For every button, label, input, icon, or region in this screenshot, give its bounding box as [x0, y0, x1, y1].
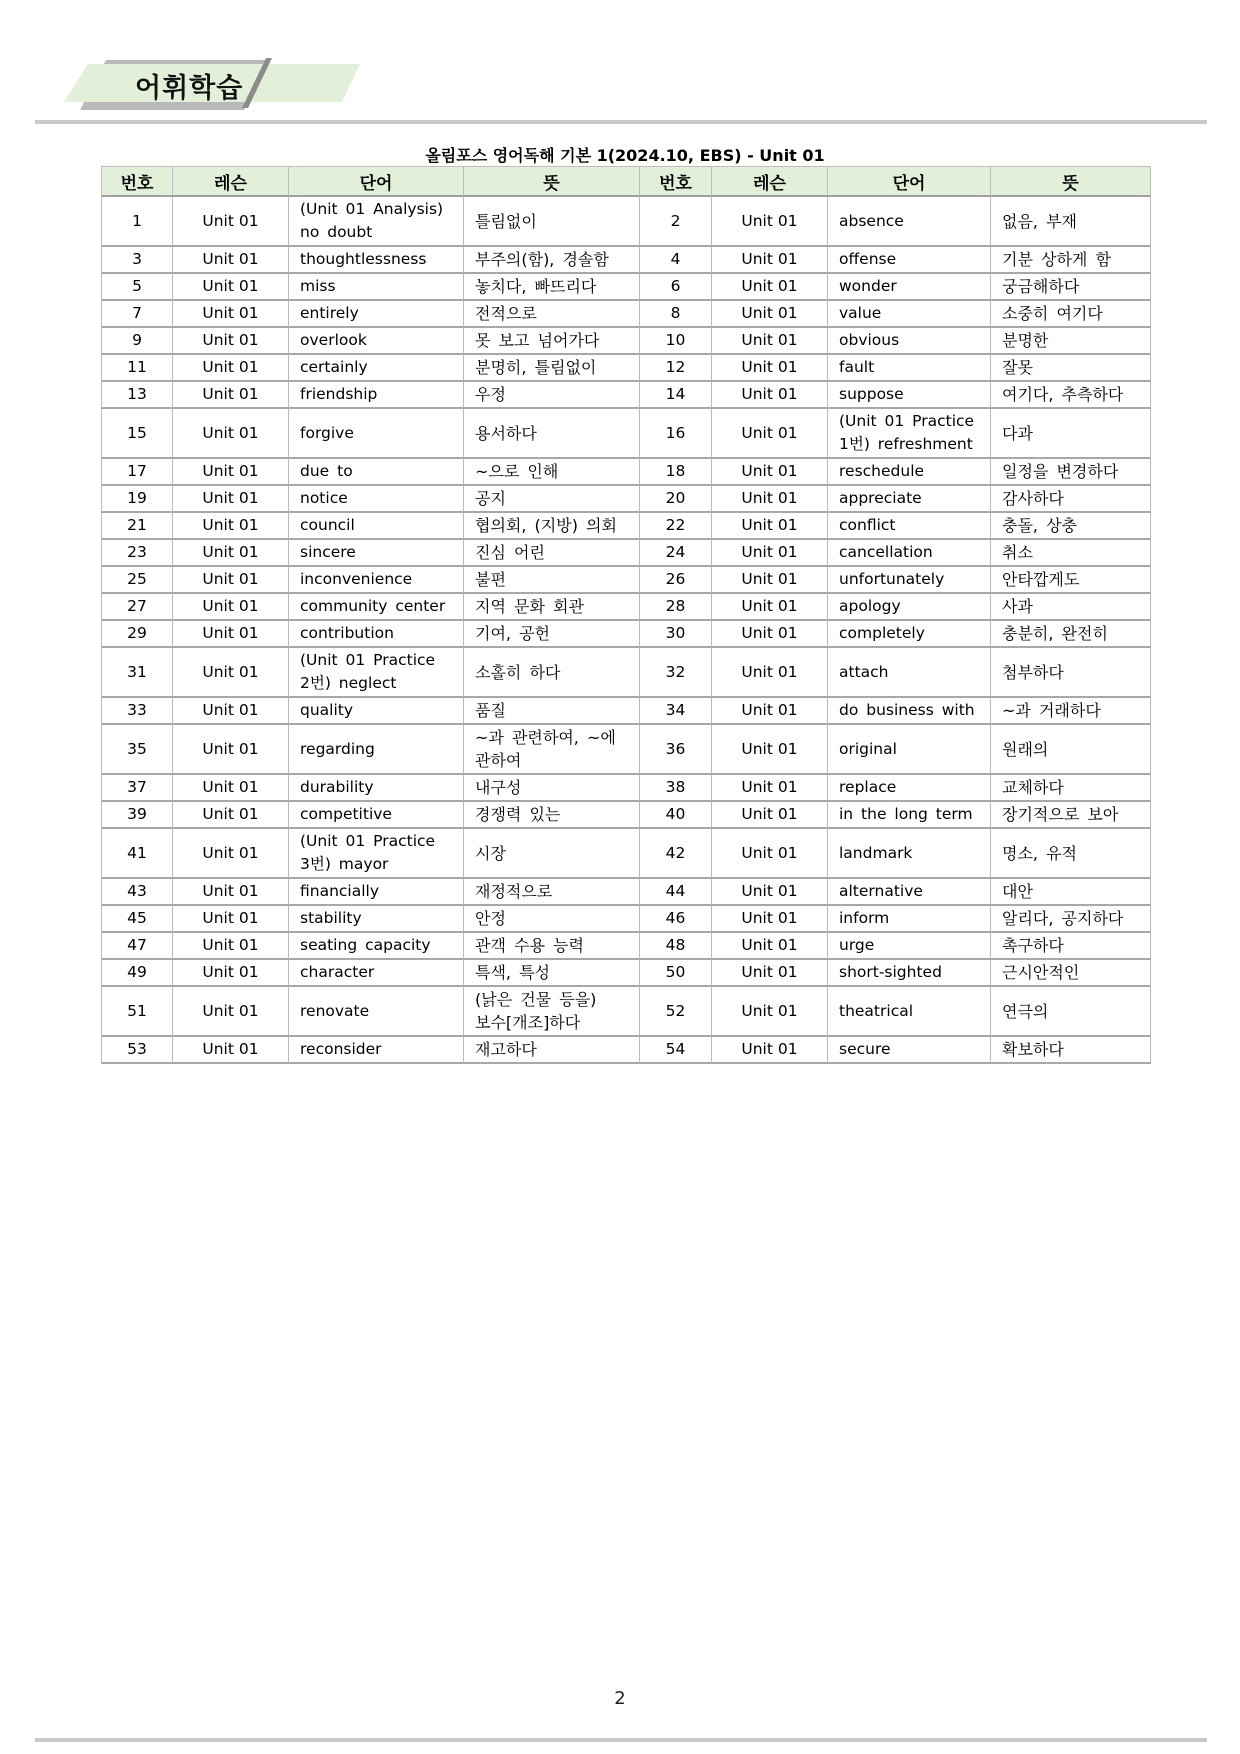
- entry-lesson: Unit 01: [173, 301, 289, 328]
- entry-lesson: Unit 01: [712, 960, 828, 987]
- column-header-meaning: 뜻: [991, 166, 1151, 197]
- entry-word: durability: [289, 775, 464, 802]
- table-row: [101, 960, 1151, 987]
- entry-lesson: Unit 01: [712, 382, 828, 409]
- entry-lesson: Unit 01: [712, 1037, 828, 1064]
- entry-number: 16: [640, 409, 712, 459]
- entry-meaning: ~과 거래하다: [991, 698, 1151, 725]
- entry-number: 26: [640, 567, 712, 594]
- entry-number: 2: [640, 197, 712, 247]
- entry-meaning: 전적으로: [464, 301, 640, 328]
- entry-meaning: 장기적으로 보아: [991, 802, 1151, 829]
- entry-word: suppose: [828, 382, 991, 409]
- entry-word: (Unit 01 Practice 1번) refreshment: [828, 409, 991, 459]
- entry-word: due to: [289, 459, 464, 486]
- entry-number: 40: [640, 802, 712, 829]
- column-header-lesson: 레슨: [712, 166, 828, 197]
- entry-word: fault: [828, 355, 991, 382]
- entry-word: landmark: [828, 829, 991, 879]
- entry-meaning: ~으로 인해: [464, 459, 640, 486]
- entry-meaning: 충분히, 완전히: [991, 621, 1151, 648]
- entry-number: 42: [640, 829, 712, 879]
- entry-word: quality: [289, 698, 464, 725]
- entry-word: alternative: [828, 879, 991, 906]
- entry-lesson: Unit 01: [712, 274, 828, 301]
- entry-word: inform: [828, 906, 991, 933]
- table-row: [101, 382, 1151, 409]
- entry-word: contribution: [289, 621, 464, 648]
- entry-number: 48: [640, 933, 712, 960]
- entry-number: 43: [101, 879, 173, 906]
- entry-number: 54: [640, 1037, 712, 1064]
- entry-lesson: Unit 01: [712, 987, 828, 1037]
- entry-meaning: 재정적으로: [464, 879, 640, 906]
- entry-meaning: 분명히, 틀림없이: [464, 355, 640, 382]
- entry-lesson: Unit 01: [173, 567, 289, 594]
- entry-meaning: 원래의: [991, 725, 1151, 775]
- entry-lesson: Unit 01: [173, 197, 289, 247]
- vocabulary-table: [101, 166, 1151, 1064]
- entry-word: secure: [828, 1037, 991, 1064]
- entry-number: 34: [640, 698, 712, 725]
- entry-meaning: 확보하다: [991, 1037, 1151, 1064]
- entry-meaning: 경쟁력 있는: [464, 802, 640, 829]
- entry-lesson: Unit 01: [712, 879, 828, 906]
- entry-number: 35: [101, 725, 173, 775]
- entry-number: 17: [101, 459, 173, 486]
- entry-word: obvious: [828, 328, 991, 355]
- entry-number: 3: [101, 247, 173, 274]
- entry-word: (Unit 01 Practice 3번) mayor: [289, 829, 464, 879]
- entry-lesson: Unit 01: [712, 648, 828, 698]
- entry-lesson: Unit 01: [712, 247, 828, 274]
- entry-meaning: 못 보고 넘어가다: [464, 328, 640, 355]
- entry-word: offense: [828, 247, 991, 274]
- entry-lesson: Unit 01: [173, 960, 289, 987]
- entry-number: 52: [640, 987, 712, 1037]
- entry-word: thoughtlessness: [289, 247, 464, 274]
- entry-number: 49: [101, 960, 173, 987]
- entry-word: attach: [828, 648, 991, 698]
- entry-number: 33: [101, 698, 173, 725]
- entry-word: absence: [828, 197, 991, 247]
- entry-lesson: Unit 01: [712, 486, 828, 513]
- entry-meaning: 틀림없이: [464, 197, 640, 247]
- entry-lesson: Unit 01: [173, 802, 289, 829]
- entry-number: 18: [640, 459, 712, 486]
- table-row: [101, 274, 1151, 301]
- entry-lesson: Unit 01: [712, 906, 828, 933]
- entry-lesson: Unit 01: [712, 328, 828, 355]
- entry-meaning: 특색, 특성: [464, 960, 640, 987]
- entry-number: 53: [101, 1037, 173, 1064]
- entry-meaning: 충돌, 상충: [991, 513, 1151, 540]
- entry-meaning: 연극의: [991, 987, 1151, 1037]
- entry-number: 1: [101, 197, 173, 247]
- entry-lesson: Unit 01: [712, 829, 828, 879]
- entry-word: seating capacity: [289, 933, 464, 960]
- entry-word: urge: [828, 933, 991, 960]
- table-row: [101, 725, 1151, 775]
- column-header-word: 단어: [289, 166, 464, 197]
- entry-lesson: Unit 01: [173, 513, 289, 540]
- entry-meaning: 사과: [991, 594, 1151, 621]
- entry-word: apology: [828, 594, 991, 621]
- table-body: [101, 197, 1151, 1064]
- entry-lesson: Unit 01: [712, 594, 828, 621]
- entry-lesson: Unit 01: [173, 247, 289, 274]
- entry-lesson: Unit 01: [173, 382, 289, 409]
- page-number: 2: [614, 1688, 626, 1709]
- entry-meaning: 명소, 유적: [991, 829, 1151, 879]
- entry-lesson: Unit 01: [173, 775, 289, 802]
- entry-lesson: Unit 01: [712, 725, 828, 775]
- entry-number: 20: [640, 486, 712, 513]
- entry-lesson: Unit 01: [712, 540, 828, 567]
- entry-lesson: Unit 01: [712, 197, 828, 247]
- entry-number: 22: [640, 513, 712, 540]
- table-row: [101, 879, 1151, 906]
- entry-meaning: 교체하다: [991, 775, 1151, 802]
- entry-number: 31: [101, 648, 173, 698]
- entry-meaning: 시장: [464, 829, 640, 879]
- table-row: [101, 409, 1151, 459]
- entry-meaning: 소중히 여기다: [991, 301, 1151, 328]
- entry-number: 12: [640, 355, 712, 382]
- entry-number: 11: [101, 355, 173, 382]
- entry-meaning: 재고하다: [464, 1037, 640, 1064]
- entry-word: character: [289, 960, 464, 987]
- entry-meaning: 첨부하다: [991, 648, 1151, 698]
- entry-lesson: Unit 01: [173, 829, 289, 879]
- entry-word: community center: [289, 594, 464, 621]
- section-banner: [60, 58, 360, 116]
- entry-lesson: Unit 01: [173, 1037, 289, 1064]
- entry-lesson: Unit 01: [712, 355, 828, 382]
- entry-meaning: 안정: [464, 906, 640, 933]
- entry-word: reconsider: [289, 1037, 464, 1064]
- table-row: [101, 567, 1151, 594]
- entry-lesson: Unit 01: [173, 648, 289, 698]
- bottom-divider: [35, 1738, 1207, 1742]
- entry-word: completely: [828, 621, 991, 648]
- entry-word: competitive: [289, 802, 464, 829]
- entry-number: 27: [101, 594, 173, 621]
- entry-meaning: ~과 관련하여, ~에 관하여: [464, 725, 640, 775]
- entry-meaning: (낡은 건물 등을) 보수[개조]하다: [464, 987, 640, 1037]
- entry-lesson: Unit 01: [173, 906, 289, 933]
- entry-number: 19: [101, 486, 173, 513]
- entry-lesson: Unit 01: [712, 459, 828, 486]
- entry-meaning: 기여, 공헌: [464, 621, 640, 648]
- entry-meaning: 촉구하다: [991, 933, 1151, 960]
- entry-word: in the long term: [828, 802, 991, 829]
- entry-number: 7: [101, 301, 173, 328]
- table-row: [101, 775, 1151, 802]
- entry-word: renovate: [289, 987, 464, 1037]
- entry-lesson: Unit 01: [173, 355, 289, 382]
- entry-word: do business with: [828, 698, 991, 725]
- entry-word: financially: [289, 879, 464, 906]
- entry-lesson: Unit 01: [712, 301, 828, 328]
- entry-number: 44: [640, 879, 712, 906]
- entry-lesson: Unit 01: [173, 933, 289, 960]
- table-header-row: [101, 166, 1151, 197]
- entry-word: wonder: [828, 274, 991, 301]
- entry-lesson: Unit 01: [173, 725, 289, 775]
- entry-word: overlook: [289, 328, 464, 355]
- table-row: [101, 621, 1151, 648]
- entry-lesson: Unit 01: [173, 621, 289, 648]
- column-header-number: 번호: [640, 166, 712, 197]
- entry-meaning: 안타깝게도: [991, 567, 1151, 594]
- column-header-meaning: 뜻: [464, 166, 640, 197]
- entry-number: 25: [101, 567, 173, 594]
- entry-number: 9: [101, 328, 173, 355]
- table-row: [101, 906, 1151, 933]
- entry-number: 5: [101, 274, 173, 301]
- table-row: [101, 486, 1151, 513]
- entry-word: conflict: [828, 513, 991, 540]
- entry-number: 14: [640, 382, 712, 409]
- entry-lesson: Unit 01: [712, 933, 828, 960]
- entry-meaning: 놓치다, 빠뜨리다: [464, 274, 640, 301]
- entry-meaning: 부주의(함), 경솔함: [464, 247, 640, 274]
- entry-lesson: Unit 01: [712, 621, 828, 648]
- entry-lesson: Unit 01: [712, 698, 828, 725]
- entry-meaning: 감사하다: [991, 486, 1151, 513]
- entry-meaning: 대안: [991, 879, 1151, 906]
- table-row: [101, 802, 1151, 829]
- entry-number: 10: [640, 328, 712, 355]
- entry-meaning: 지역 문화 회관: [464, 594, 640, 621]
- entry-lesson: Unit 01: [173, 409, 289, 459]
- entry-number: 21: [101, 513, 173, 540]
- entry-lesson: Unit 01: [712, 567, 828, 594]
- entry-lesson: Unit 01: [173, 594, 289, 621]
- table-row: [101, 355, 1151, 382]
- entry-lesson: Unit 01: [173, 987, 289, 1037]
- table-row: [101, 698, 1151, 725]
- entry-lesson: Unit 01: [712, 775, 828, 802]
- entry-word: appreciate: [828, 486, 991, 513]
- entry-meaning: 소홀히 하다: [464, 648, 640, 698]
- entry-word: (Unit 01 Practice 2번) neglect: [289, 648, 464, 698]
- entry-number: 13: [101, 382, 173, 409]
- table-row: [101, 247, 1151, 274]
- entry-word: regarding: [289, 725, 464, 775]
- entry-meaning: 분명한: [991, 328, 1151, 355]
- entry-word: (Unit 01 Analysis) no doubt: [289, 197, 464, 247]
- entry-meaning: 취소: [991, 540, 1151, 567]
- entry-number: 6: [640, 274, 712, 301]
- entry-lesson: Unit 01: [712, 513, 828, 540]
- entry-word: entirely: [289, 301, 464, 328]
- entry-meaning: 품질: [464, 698, 640, 725]
- entry-meaning: 관객 수용 능력: [464, 933, 640, 960]
- entry-meaning: 없음, 부재: [991, 197, 1151, 247]
- entry-lesson: Unit 01: [173, 328, 289, 355]
- table-row: [101, 594, 1151, 621]
- entry-meaning: 기분 상하게 함: [991, 247, 1151, 274]
- entry-meaning: 진심 어린: [464, 540, 640, 567]
- entry-number: 36: [640, 725, 712, 775]
- entry-meaning: 내구성: [464, 775, 640, 802]
- entry-meaning: 일정을 변경하다: [991, 459, 1151, 486]
- entry-number: 28: [640, 594, 712, 621]
- entry-meaning: 잘못: [991, 355, 1151, 382]
- entry-word: value: [828, 301, 991, 328]
- column-header-word: 단어: [828, 166, 991, 197]
- entry-meaning: 불편: [464, 567, 640, 594]
- entry-lesson: Unit 01: [173, 274, 289, 301]
- entry-lesson: Unit 01: [173, 879, 289, 906]
- table-row: [101, 540, 1151, 567]
- entry-word: forgive: [289, 409, 464, 459]
- entry-number: 37: [101, 775, 173, 802]
- table-row: [101, 648, 1151, 698]
- entry-number: 47: [101, 933, 173, 960]
- entry-lesson: Unit 01: [173, 540, 289, 567]
- entry-number: 4: [640, 247, 712, 274]
- entry-lesson: Unit 01: [712, 409, 828, 459]
- entry-number: 8: [640, 301, 712, 328]
- entry-word: sincere: [289, 540, 464, 567]
- entry-number: 41: [101, 829, 173, 879]
- entry-number: 39: [101, 802, 173, 829]
- entry-number: 51: [101, 987, 173, 1037]
- entry-word: reschedule: [828, 459, 991, 486]
- entry-number: 32: [640, 648, 712, 698]
- entry-lesson: Unit 01: [173, 459, 289, 486]
- entry-meaning: 알리다, 공지하다: [991, 906, 1151, 933]
- entry-meaning: 용서하다: [464, 409, 640, 459]
- entry-word: original: [828, 725, 991, 775]
- entry-number: 15: [101, 409, 173, 459]
- table-row: [101, 987, 1151, 1037]
- entry-number: 23: [101, 540, 173, 567]
- column-header-number: 번호: [101, 166, 173, 197]
- table-row: [101, 328, 1151, 355]
- entry-meaning: 다과: [991, 409, 1151, 459]
- entry-word: replace: [828, 775, 991, 802]
- document-title: 올림포스 영어독해 기본 1(2024.10, EBS) - Unit 01: [425, 146, 825, 165]
- entry-lesson: Unit 01: [173, 486, 289, 513]
- entry-word: council: [289, 513, 464, 540]
- entry-meaning: 공지: [464, 486, 640, 513]
- table-row: [101, 933, 1151, 960]
- entry-word: miss: [289, 274, 464, 301]
- entry-word: inconvenience: [289, 567, 464, 594]
- entry-number: 46: [640, 906, 712, 933]
- column-header-lesson: 레슨: [173, 166, 289, 197]
- table-row: [101, 829, 1151, 879]
- entry-word: theatrical: [828, 987, 991, 1037]
- table-row: [101, 197, 1151, 247]
- entry-word: certainly: [289, 355, 464, 382]
- entry-word: unfortunately: [828, 567, 991, 594]
- entry-word: stability: [289, 906, 464, 933]
- entry-meaning: 우정: [464, 382, 640, 409]
- entry-word: short-sighted: [828, 960, 991, 987]
- entry-meaning: 궁금해하다: [991, 274, 1151, 301]
- entry-number: 38: [640, 775, 712, 802]
- table-row: [101, 513, 1151, 540]
- top-divider: [35, 120, 1207, 124]
- entry-lesson: Unit 01: [712, 802, 828, 829]
- table-row: [101, 1037, 1151, 1064]
- table-row: [101, 301, 1151, 328]
- entry-word: notice: [289, 486, 464, 513]
- entry-word: friendship: [289, 382, 464, 409]
- entry-meaning: 여기다, 추측하다: [991, 382, 1151, 409]
- entry-meaning: 근시안적인: [991, 960, 1151, 987]
- section-title: 어휘학습: [135, 73, 244, 104]
- entry-number: 50: [640, 960, 712, 987]
- entry-word: cancellation: [828, 540, 991, 567]
- entry-number: 29: [101, 621, 173, 648]
- table-row: [101, 459, 1151, 486]
- entry-lesson: Unit 01: [173, 698, 289, 725]
- entry-number: 45: [101, 906, 173, 933]
- entry-number: 24: [640, 540, 712, 567]
- entry-number: 30: [640, 621, 712, 648]
- entry-meaning: 협의회, (지방) 의회: [464, 513, 640, 540]
